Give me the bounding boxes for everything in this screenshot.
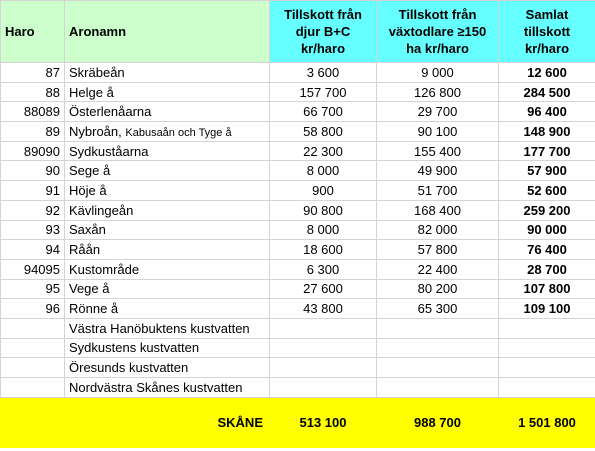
cell-col3: 76 400: [499, 240, 595, 260]
cell-col2: [377, 318, 499, 338]
cell-col1: 8 000: [270, 220, 377, 240]
total-col1: 513 100: [270, 397, 377, 447]
cell-col1: 22 300: [270, 141, 377, 161]
cell-col3: 259 200: [499, 200, 595, 220]
cell-aronamn: Helge å: [65, 82, 270, 102]
table-row: [1, 141, 595, 161]
cell-col2: [377, 338, 499, 358]
cell-col3: 96 400: [499, 102, 595, 122]
cell-aronamn-small: Kabusaån och Tyge å: [125, 126, 232, 139]
cell-col1: 90 800: [270, 200, 377, 220]
cell-col2: 80 200: [377, 279, 499, 299]
cell-aronamn: Kustområde: [65, 259, 270, 279]
table-row: [1, 358, 595, 378]
cell-haro: 92: [1, 200, 65, 220]
cell-col3: 28 700: [499, 259, 595, 279]
cell-col3: 12 600: [499, 63, 595, 83]
cell-aronamn: Vege å: [65, 279, 270, 299]
cell-col2: 57 800: [377, 240, 499, 260]
cell-col3: [499, 358, 595, 378]
cell-aronamn: Västra Hanöbuktens kustvatten: [65, 318, 270, 338]
cell-col2: 49 900: [377, 161, 499, 181]
cell-aronamn: Österlenåarna: [65, 102, 270, 122]
cell-col3: 177 700: [499, 141, 595, 161]
cell-col2: [377, 378, 499, 398]
total-col3: 1 501 800: [499, 397, 595, 447]
cell-haro: [1, 318, 65, 338]
cell-haro: 87: [1, 63, 65, 83]
total-label: SKÅNE: [65, 397, 270, 447]
cell-col2: 22 400: [377, 259, 499, 279]
cell-col2: [377, 358, 499, 378]
cell-aronamn: Sydkustens kustvatten: [65, 338, 270, 358]
table-row: [1, 122, 595, 142]
total-row: [1, 397, 595, 447]
cell-col1: 3 600: [270, 63, 377, 83]
header-aronamn: Aronamn: [65, 1, 270, 63]
total-col2: 988 700: [377, 397, 499, 447]
cell-col1: 900: [270, 181, 377, 201]
cell-haro: 88: [1, 82, 65, 102]
cell-col1: 8 000: [270, 161, 377, 181]
cell-col3: [499, 318, 595, 338]
cell-haro: 96: [1, 299, 65, 319]
cell-haro: 93: [1, 220, 65, 240]
table-row: [1, 181, 595, 201]
cell-col2: 155 400: [377, 141, 499, 161]
cell-aronamn: Saxån: [65, 220, 270, 240]
cell-col1: 6 300: [270, 259, 377, 279]
cell-col1: 66 700: [270, 102, 377, 122]
cell-col2: 90 100: [377, 122, 499, 142]
table-row: [1, 240, 595, 260]
cell-haro: 95: [1, 279, 65, 299]
cell-haro: 90: [1, 161, 65, 181]
cell-aronamn: Kävlingeån: [65, 200, 270, 220]
table-body: [1, 63, 595, 398]
table-row: [1, 338, 595, 358]
cell-col3: [499, 338, 595, 358]
total-haro: [1, 397, 65, 447]
cell-aronamn: Höje å: [65, 181, 270, 201]
table-row: [1, 279, 595, 299]
table-row: [1, 82, 595, 102]
cell-haro: 89090: [1, 141, 65, 161]
table-row: [1, 220, 595, 240]
cell-col2: 51 700: [377, 181, 499, 201]
cell-haro: [1, 358, 65, 378]
cell-haro: [1, 338, 65, 358]
cell-aronamn: Öresunds kustvatten: [65, 358, 270, 378]
cell-aronamn: Råån: [65, 240, 270, 260]
cell-col3: 284 500: [499, 82, 595, 102]
table-row: [1, 318, 595, 338]
cell-haro: [1, 378, 65, 398]
cell-col2: 9 000: [377, 63, 499, 83]
cell-aronamn: Sydkuståarna: [65, 141, 270, 161]
cell-col2: 168 400: [377, 200, 499, 220]
table-row: [1, 161, 595, 181]
cell-col1: [270, 378, 377, 398]
cell-aronamn: Sege å: [65, 161, 270, 181]
cell-col1: [270, 338, 377, 358]
table-row: [1, 102, 595, 122]
cell-col2: 29 700: [377, 102, 499, 122]
table-row: [1, 299, 595, 319]
cell-aronamn: Nordvästra Skånes kustvatten: [65, 378, 270, 398]
cell-aronamn: Skräbeån: [65, 63, 270, 83]
header-row: [1, 1, 595, 63]
table-row: [1, 63, 595, 83]
cell-haro: 91: [1, 181, 65, 201]
cell-col3: 109 100: [499, 299, 595, 319]
cell-col1: 157 700: [270, 82, 377, 102]
table-row: [1, 259, 595, 279]
cell-col2: 126 800: [377, 82, 499, 102]
table-row: [1, 200, 595, 220]
header-col3: Samlat tillskott kr/haro: [499, 1, 595, 63]
cell-col3: 52 600: [499, 181, 595, 201]
cell-col1: [270, 318, 377, 338]
cell-col1: [270, 358, 377, 378]
cell-col3: 148 900: [499, 122, 595, 142]
header-col2: Tillskott från växtodlare ≥150 ha kr/haro: [377, 1, 499, 63]
cell-aronamn: Nybroån, Kabusaån och Tyge å: [65, 122, 270, 142]
cell-haro: 94: [1, 240, 65, 260]
cell-col1: 58 800: [270, 122, 377, 142]
cell-col1: 43 800: [270, 299, 377, 319]
cell-col1: 18 600: [270, 240, 377, 260]
cell-aronamn: Rönne å: [65, 299, 270, 319]
cell-col2: 82 000: [377, 220, 499, 240]
cell-haro: 94095: [1, 259, 65, 279]
cell-col1: 27 600: [270, 279, 377, 299]
cell-haro: 88089: [1, 102, 65, 122]
cell-col2: 65 300: [377, 299, 499, 319]
cell-col3: [499, 378, 595, 398]
cell-col3: 107 800: [499, 279, 595, 299]
header-col1: Tillskott från djur B+C kr/haro: [270, 1, 377, 63]
cell-col3: 90 000: [499, 220, 595, 240]
cell-col3: 57 900: [499, 161, 595, 181]
header-haro: Haro: [1, 1, 65, 63]
table-row: [1, 378, 595, 398]
cell-haro: 89: [1, 122, 65, 142]
